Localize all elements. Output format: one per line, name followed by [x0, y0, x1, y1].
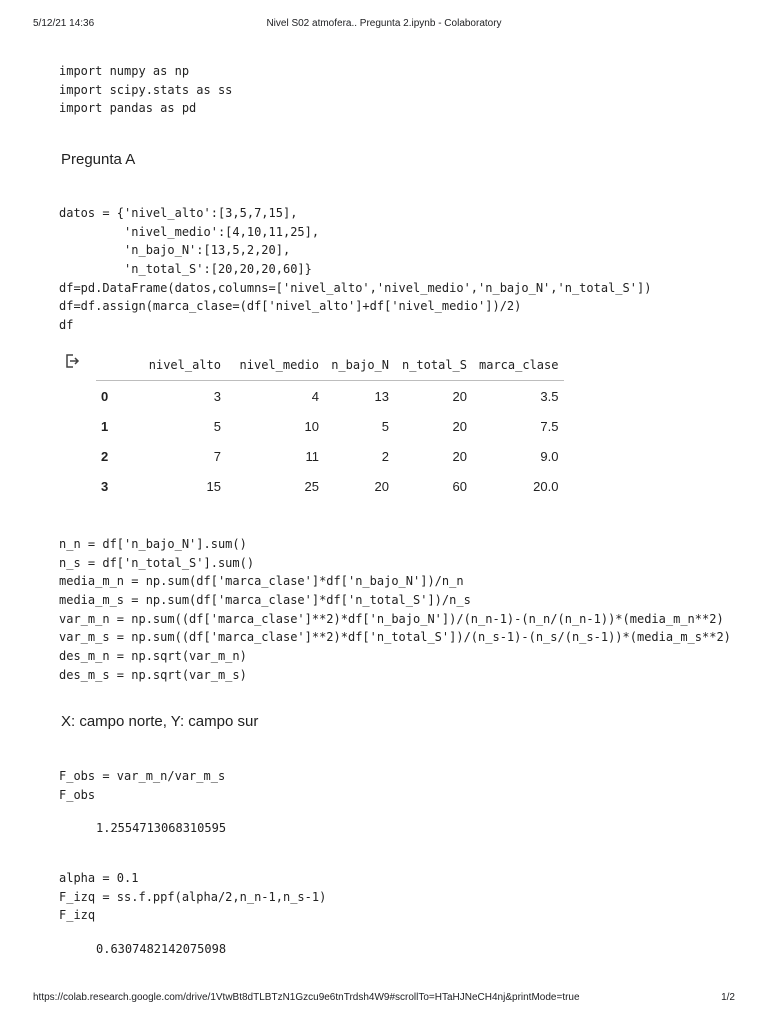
code-line: des_m_n = np.sqrt(var_m_n)	[59, 649, 247, 664]
table-cell: 20	[452, 418, 467, 434]
table-cell: 60	[452, 478, 467, 494]
table-column-header: nivel_medio	[227, 350, 325, 381]
code-cell-datos[interactable]	[59, 204, 651, 335]
row-index: 1	[101, 418, 109, 434]
code-line: media_m_s = np.sum(df['marca_clase']*df['n_total_S'])/n_s	[59, 593, 471, 608]
table-column-header: n_total_S	[395, 350, 473, 381]
table-cell: 20	[452, 448, 467, 464]
table-cell: 10	[304, 418, 319, 434]
table-cell: 3.5	[540, 388, 559, 404]
table-cell: 11	[305, 448, 319, 464]
code-line: n_s = df['n_total_S'].sum()	[59, 555, 255, 570]
cell-output-fizq: 0.6307482142075098	[96, 942, 227, 956]
code-line: df=df.assign(marca_clase=(df['nivel_alto']+df['nivel_medio'])/2)	[59, 299, 522, 314]
table-cell: 5	[213, 418, 221, 434]
table-row	[96, 441, 564, 471]
markdown-heading-xy: X: campo norte, Y: campo sur	[61, 713, 259, 730]
table-cell: 20	[452, 388, 467, 404]
code-line: 'n_total_S':[20,20,20,60]}	[59, 262, 312, 277]
table-cell: 13	[374, 388, 389, 404]
table-cell: 2	[381, 448, 389, 464]
code-cell-stats[interactable]	[59, 535, 731, 685]
code-cell-fizq[interactable]	[59, 869, 326, 925]
table-header-row	[96, 350, 564, 381]
table-row	[96, 471, 564, 501]
table-column-header: marca_clase	[473, 350, 564, 381]
code-line: F_obs	[59, 787, 96, 802]
row-index: 2	[101, 448, 109, 464]
cell-output-fobs: 1.2554713068310595	[96, 821, 227, 835]
print-footer	[0, 992, 768, 1006]
table-cell: 20	[374, 478, 389, 494]
print-header	[0, 18, 768, 32]
code-line: media_m_n = np.sum(df['marca_clase']*df['n_bajo_N'])/n_n	[59, 574, 464, 589]
table-column-header: n_bajo_N	[325, 350, 395, 381]
dataframe-table	[96, 350, 564, 501]
code-line: 'n_bajo_N':[13,5,2,20],	[59, 243, 291, 258]
code-line: datos = {'nivel_alto':[3,5,7,15],	[59, 206, 298, 220]
table-cell: 15	[206, 478, 221, 494]
code-line: alpha = 0.1	[59, 871, 139, 885]
code-line: import pandas as pd	[59, 101, 197, 116]
code-line: var_m_n = np.sum((df['marca_clase']**2)*df['n_bajo_N'])/(n_n-1)-(n_n/(n_n-1))*(media_m_n**2)	[59, 611, 724, 626]
print-document-title: Nivel S02 atmofera.. Pregunta 2.ipynb - Colaboratory	[266, 18, 502, 29]
table-row	[96, 411, 564, 441]
code-line: n_n = df['n_bajo_N'].sum()	[59, 537, 247, 551]
code-line: import scipy.stats as ss	[59, 82, 233, 97]
table-row	[96, 381, 564, 412]
code-cell-imports[interactable]	[59, 62, 232, 118]
table-column-header: nivel_alto	[127, 350, 227, 381]
code-line: F_izq	[59, 908, 96, 923]
markdown-heading-pregunta-a: Pregunta A	[61, 151, 136, 168]
print-datetime: 5/12/21 14:36	[33, 18, 95, 29]
table-cell: 4	[311, 388, 319, 404]
print-url: https://colab.research.google.com/drive/1VtwBt8dTLBTzN1Gzcu9e6tnTrdsh4W9#scrollTo=HTaHJNeCH4nj&printMode=true	[33, 992, 580, 1003]
code-line: df	[59, 318, 74, 333]
table-cell: 5	[381, 418, 389, 434]
table-cell: 7.5	[540, 418, 559, 434]
table-cell: 9.0	[540, 448, 559, 464]
code-line: var_m_s = np.sum((df['marca_clase']**2)*df['n_total_S'])/(n_s-1)-(n_s/(n_s-1))*(media_m_s**2)	[59, 630, 731, 645]
output-arrow-icon[interactable]	[64, 353, 80, 369]
code-line: 'nivel_medio':[4,10,11,25],	[59, 224, 320, 239]
code-line: import numpy as np	[59, 64, 190, 78]
row-index: 0	[101, 388, 109, 404]
table-cell: 7	[213, 448, 221, 464]
code-line: des_m_s = np.sqrt(var_m_s)	[59, 667, 247, 682]
code-line: F_izq = ss.f.ppf(alpha/2,n_n-1,n_s-1)	[59, 889, 327, 904]
print-page-number: 1/2	[721, 992, 735, 1003]
code-cell-fobs[interactable]	[59, 767, 225, 804]
code-line: F_obs = var_m_n/var_m_s	[59, 769, 226, 783]
code-line: df=pd.DataFrame(datos,columns=['nivel_alto','nivel_medio','n_bajo_N','n_total_S'])	[59, 280, 652, 295]
table-index-header	[96, 350, 127, 381]
row-index: 3	[101, 478, 109, 494]
table-cell: 3	[213, 388, 221, 404]
table-cell: 20.0	[533, 478, 559, 494]
table-cell: 25	[304, 478, 319, 494]
